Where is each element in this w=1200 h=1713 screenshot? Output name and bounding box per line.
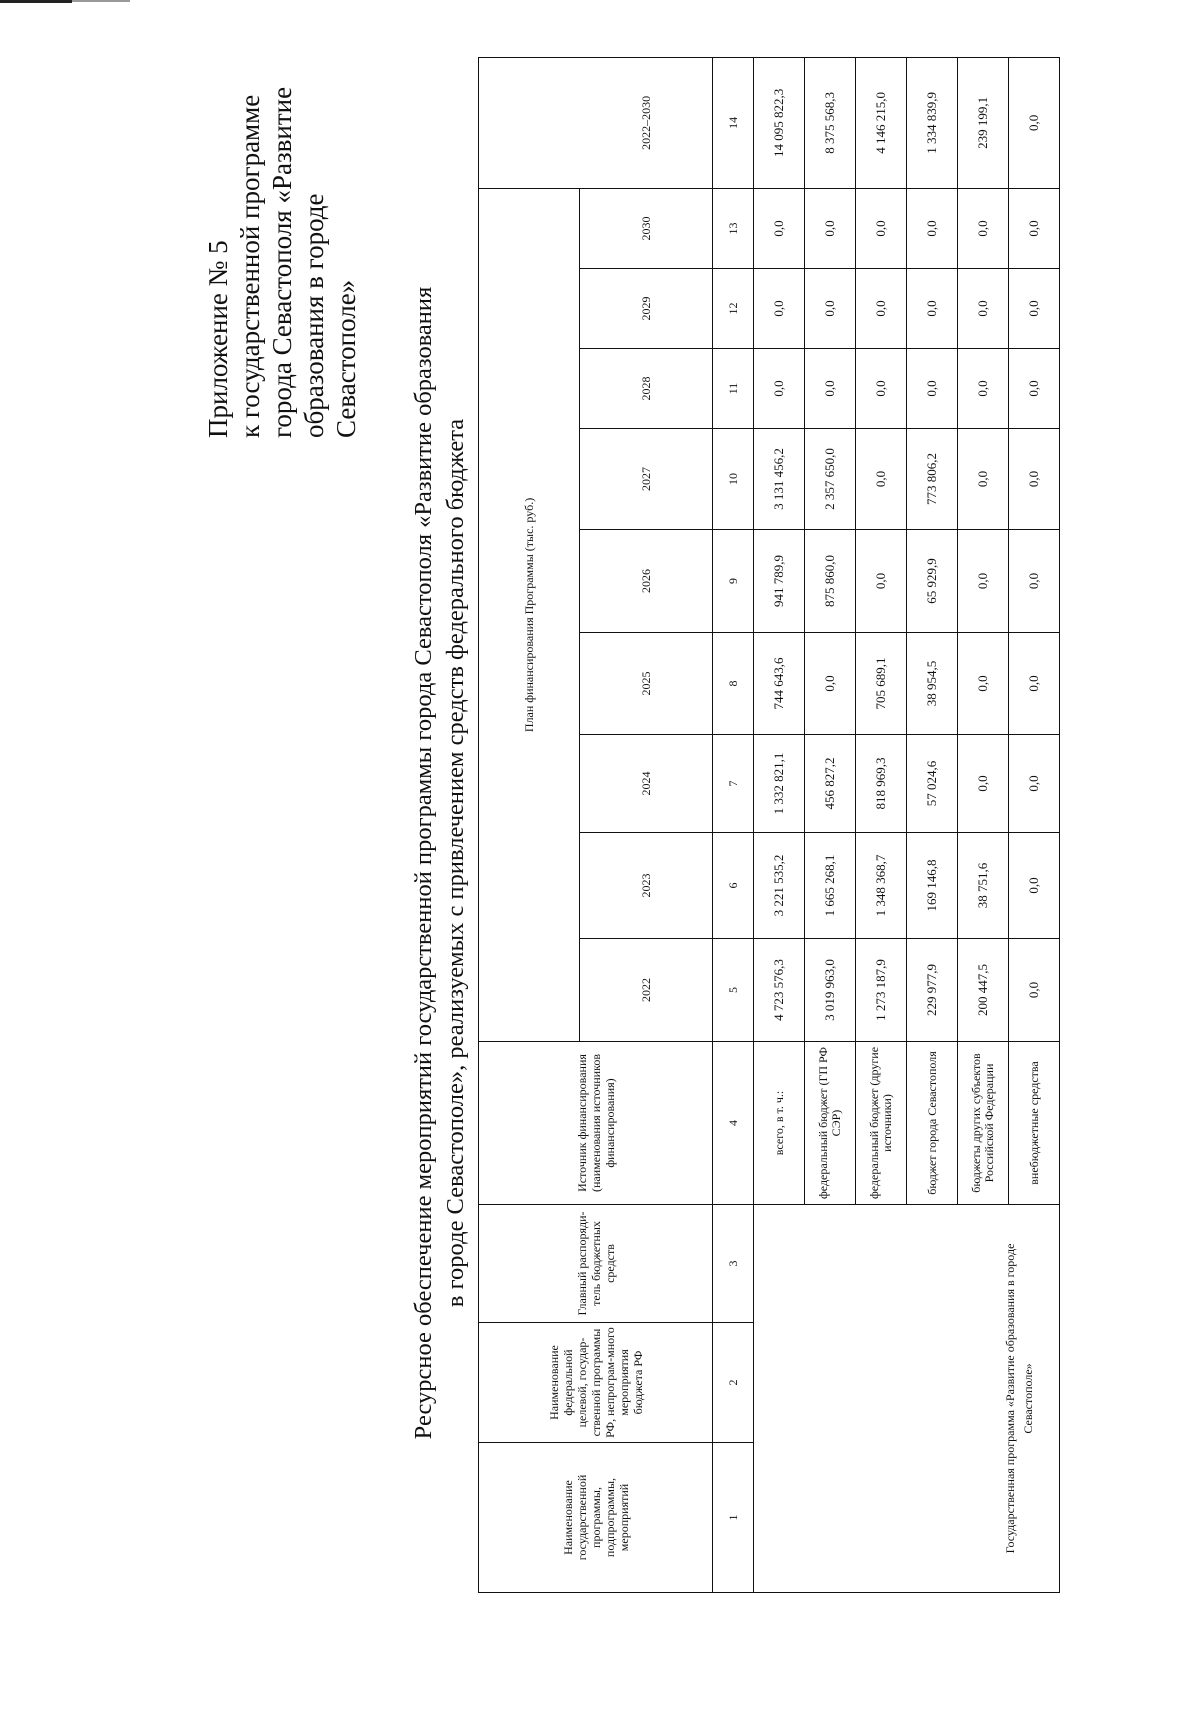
header-year: 2022–2030 [580,57,713,188]
value-cell: 0,0 [1009,57,1060,188]
value-cell: 0,0 [805,188,856,268]
appendix-line: города Севастополя «Развитие [267,86,297,438]
header-year: 2028 [580,349,713,429]
value-cell: 0,0 [856,269,907,349]
value-cell: 0,0 [958,269,1009,349]
column-number: 2 [713,1323,754,1443]
funding-source-cell: федеральный бюджет (ГП РФ СЭР) [805,1042,856,1205]
value-cell: 0,0 [907,188,958,268]
value-cell: 0,0 [1009,735,1060,833]
header-year: 2027 [580,429,713,530]
header-year: 2026 [580,530,713,633]
value-cell: 0,0 [754,349,805,429]
value-cell: 0,0 [958,349,1009,429]
title-line: Ресурсное обеспечение мероприятий государственной программы города Севастополя «Развитие образования [410,286,437,1440]
header-year: 2024 [580,735,713,833]
appendix-line: образования в городе [299,193,329,438]
value-cell: 1 332 821,1 [754,735,805,833]
value-cell: 456 827,2 [805,735,856,833]
funding-table [478,57,1060,1593]
appendix-line: к государственной программе [235,94,265,438]
column-number: 9 [713,530,754,633]
value-cell: 38 751,6 [958,833,1009,939]
value-cell: 0,0 [805,269,856,349]
funding-source-cell: всего, в т. ч.: [754,1042,805,1205]
column-number: 3 [713,1205,754,1323]
value-cell: 0,0 [856,349,907,429]
column-number: 10 [713,429,754,530]
value-cell: 1 665 268,1 [805,833,856,939]
column-number: 5 [713,939,754,1042]
value-cell: 0,0 [1009,939,1060,1042]
value-cell: 4 146 215,0 [856,57,907,188]
value-cell: 0,0 [754,269,805,349]
value-cell: 8 375 568,3 [805,57,856,188]
appendix-block [202,78,362,438]
value-cell: 38 954,5 [907,633,958,735]
value-cell: 0,0 [907,269,958,349]
value-cell: 0,0 [1009,269,1060,349]
header-year: 2022 [580,939,713,1042]
value-cell: 57 024,6 [907,735,958,833]
header-funding-plan: План финансирования Программы (тыс. руб.) [479,188,580,1041]
document-title [408,153,472,1573]
value-cell: 0,0 [958,188,1009,268]
value-cell: 941 789,9 [754,530,805,633]
value-cell: 0,0 [754,188,805,268]
value-cell: 0,0 [1009,833,1060,939]
value-cell: 65 929,9 [907,530,958,633]
header-funding-source: Источник финансирования (наименования источников финансирования) [479,1042,713,1205]
header-budget-manager: Главный распоряди-тель бюджетных средств [479,1205,713,1323]
appendix-line: Севастополе» [331,279,361,438]
column-number: 14 [713,57,754,188]
value-cell: 0,0 [1009,188,1060,268]
value-cell: 0,0 [856,429,907,530]
value-cell: 0,0 [958,429,1009,530]
value-cell: 0,0 [1009,429,1060,530]
column-number: 8 [713,633,754,735]
value-cell: 229 977,9 [907,939,958,1042]
column-number: 4 [713,1042,754,1205]
column-number: 12 [713,269,754,349]
value-cell: 4 723 576,3 [754,939,805,1042]
value-cell: 0,0 [958,633,1009,735]
value-cell: 0,0 [805,633,856,735]
header-year: 2025 [580,633,713,735]
value-cell: 875 860,0 [805,530,856,633]
funding-source-cell: бюджет города Севастополя [907,1042,958,1205]
value-cell: 200 447,5 [958,939,1009,1042]
value-cell: 0,0 [958,735,1009,833]
value-cell: 0,0 [1009,530,1060,633]
value-cell: 169 146,8 [907,833,958,939]
value-cell: 705 689,1 [856,633,907,735]
value-cell: 0,0 [805,349,856,429]
value-cell: 239 199,1 [958,57,1009,188]
value-cell: 773 806,2 [907,429,958,530]
value-cell: 0,0 [958,530,1009,633]
value-cell: 2 357 650,0 [805,429,856,530]
funding-source-cell: федеральный бюджет (другие источники) [856,1042,907,1205]
header-program-name: Наименование государственной программы, подпрограммы, мероприятий [479,1443,713,1593]
table-row [754,57,805,1592]
value-cell: 3 221 535,2 [754,833,805,939]
value-cell: 744 643,6 [754,633,805,735]
appendix-line: Приложение № 5 [203,240,233,438]
value-cell: 3 131 456,2 [754,429,805,530]
header-year: 2030 [580,188,713,268]
header-total-corner [479,57,580,188]
column-number: 1 [713,1443,754,1593]
column-number: 7 [713,735,754,833]
header-year: 2029 [580,269,713,349]
column-number: 11 [713,349,754,429]
value-cell: 1 348 368,7 [856,833,907,939]
value-cell: 1 334 839,9 [907,57,958,188]
header-federal-program: Наименование федеральной целевой, государ-ственной программы РФ, непрограм-много мероприятия бюджета РФ [479,1323,713,1443]
value-cell: 3 019 963,0 [805,939,856,1042]
value-cell: 0,0 [856,188,907,268]
value-cell: 0,0 [1009,349,1060,429]
funding-source-cell: внебюджетные средства [1009,1042,1060,1205]
column-number: 13 [713,188,754,268]
value-cell: 0,0 [856,530,907,633]
value-cell: 14 095 822,3 [754,57,805,188]
value-cell: 1 273 187,9 [856,939,907,1042]
title-line: в городе Севастополе», реализуемых с привлечением средств федерального бюджета [442,418,469,1308]
header-year: 2023 [580,833,713,939]
column-number: 6 [713,833,754,939]
value-cell: 0,0 [1009,633,1060,735]
value-cell: 0,0 [907,349,958,429]
program-name-cell: Государственная программа «Развитие образования в городе Севастополе» [754,1205,1060,1593]
funding-source-cell: бюджеты других субъектов Российской Федерации [958,1042,1009,1205]
value-cell: 818 969,3 [856,735,907,833]
